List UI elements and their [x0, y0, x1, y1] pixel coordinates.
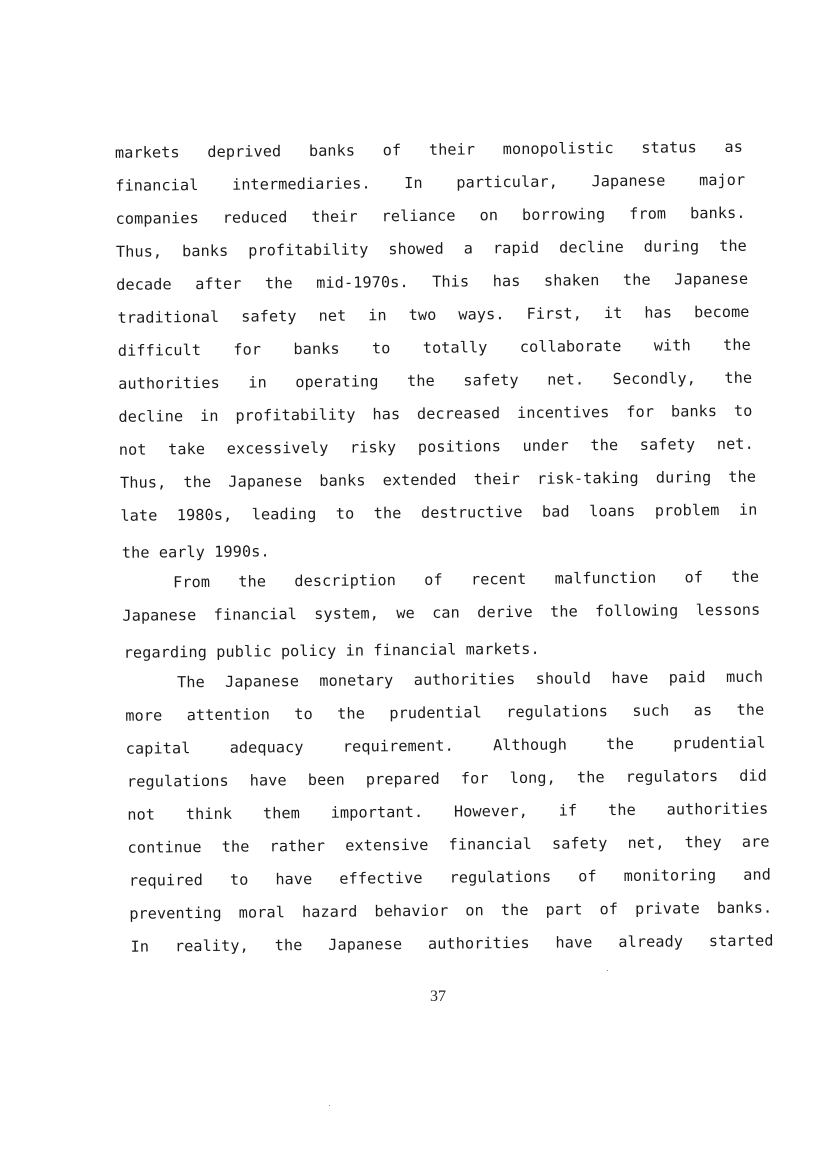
text-line: decade after the mid-1970s. This has shaken the Japanese — [116, 269, 749, 294]
text-line: continue the rather extensive financial safety net, they are — [127, 832, 770, 857]
text-line: the early 1990s. — [121, 542, 270, 562]
scan-speck — [329, 1105, 330, 1106]
text-line: not take excessively risky positions under the safety net. — [118, 434, 754, 459]
text-line: The Japanese monetary authorities should have paid much — [176, 667, 764, 692]
text-line: regarding public policy in financial markets. — [123, 639, 540, 662]
text-line: capital adequacy requirement. Although the prudential — [125, 733, 766, 758]
page-number: 37 — [430, 988, 446, 1005]
text-line: difficult for banks to totally collaborate with the — [117, 335, 751, 360]
text-line: more attention to the prudential regulations such as the — [125, 700, 765, 725]
text-line: From the description of recent malfunction of the — [172, 567, 760, 592]
text-line: Thus, the Japanese banks extended their risk-taking during the — [120, 467, 757, 492]
text-line: preventing moral hazard behavior on the part of private banks. — [129, 898, 773, 923]
text-line: Japanese financial system, we can derive the following lessons — [122, 600, 761, 625]
text-line: required to have effective regulations of monitoring and — [128, 865, 772, 890]
text-line: authorities in operating the safety net. Secondly, the — [118, 368, 753, 393]
text-line: In reality, the Japanese authorities have already started — [130, 931, 774, 956]
scan-speck — [607, 970, 608, 971]
text-line: traditional safety net in two ways. First, it has become — [117, 302, 750, 327]
text-line: late 1980s, leading to the destructive bad loans problem in — [120, 500, 758, 525]
text-line: decline in profitability has decreased incentives for banks to — [118, 401, 753, 426]
text-line: regulations have been prepared for long, the regulators did — [126, 766, 768, 791]
text-line: companies reduced their reliance on borrowing from banks. — [115, 203, 746, 228]
text-line: Thus, banks profitability showed a rapid decline during the — [115, 236, 747, 261]
text-line: markets deprived banks of their monopolistic status as — [114, 137, 744, 162]
text-line: financial intermediaries. In particular, Japanese major — [115, 170, 746, 195]
text-line: not think them important. However, if the authorities — [127, 799, 769, 824]
